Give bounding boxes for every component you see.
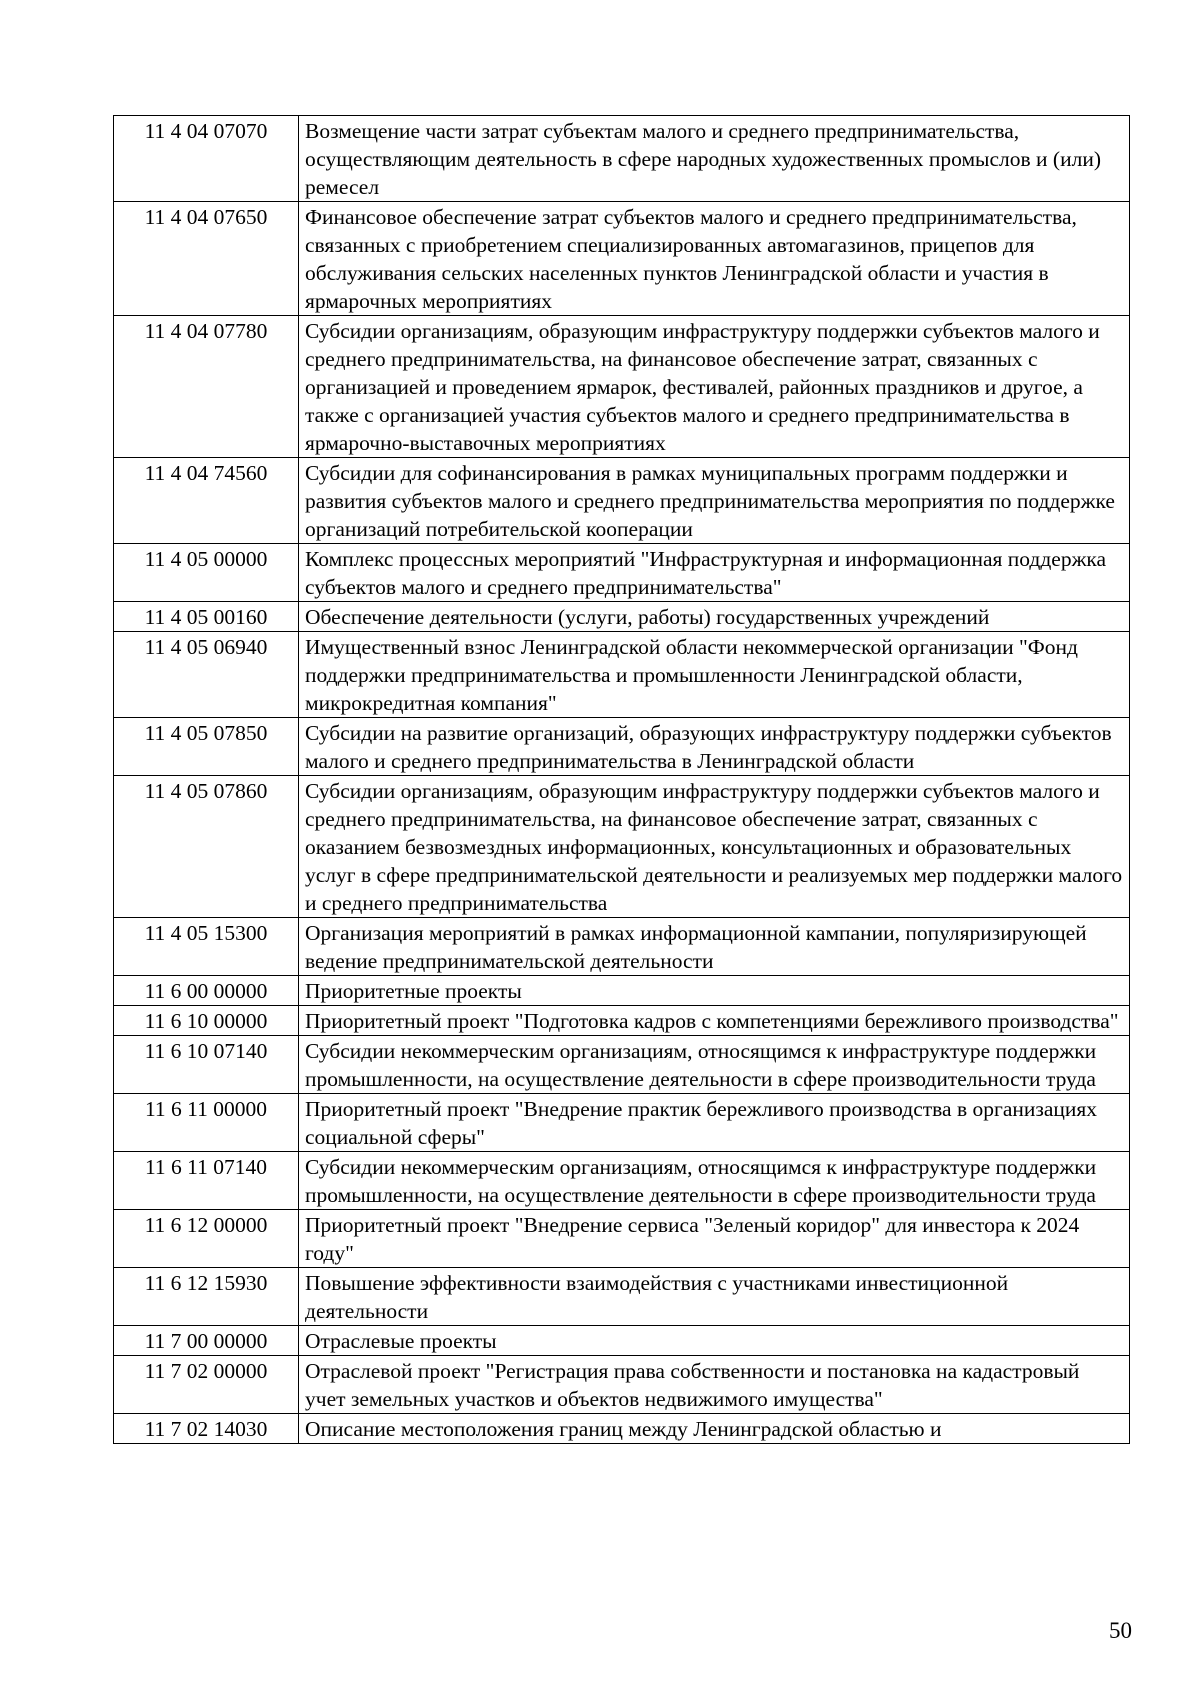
row-description: Субсидии некоммерческим организациям, относящимся к инфраструктуре поддержки промышленности, на осуществление деятельности в сфере производительности труда xyxy=(299,1036,1130,1094)
row-description: Описание местоположения границ между Ленинградской областью и xyxy=(299,1414,1130,1444)
row-code: 11 4 04 07650 xyxy=(114,202,299,316)
row-description: Субсидии организациям, образующим инфраструктуру поддержки субъектов малого и среднего предпринимательства, на финансовое обеспечение затрат, связанных с организацией и проведением ярмарок, фестивалей, районных праздников и другое, а также с организацией участия субъектов малого и среднего предпринимательства в ярмарочно-выставочных мероприятиях xyxy=(299,316,1130,458)
table-row xyxy=(114,1414,1130,1444)
row-code: 11 6 11 07140 xyxy=(114,1152,299,1210)
row-description: Финансовое обеспечение затрат субъектов малого и среднего предпринимательства, связанных с приобретением специализированных автомагазинов, прицепов для обслуживания сельских населенных пунктов Ленинградской области и участия в ярмарочных мероприятиях xyxy=(299,202,1130,316)
row-code: 11 4 04 07780 xyxy=(114,316,299,458)
table-row xyxy=(114,1094,1130,1152)
row-code: 11 4 05 00000 xyxy=(114,544,299,602)
row-description: Комплекс процессных мероприятий "Инфраструктурная и информационная поддержка субъектов малого и среднего предпринимательства" xyxy=(299,544,1130,602)
row-code: 11 7 02 00000 xyxy=(114,1356,299,1414)
table-row xyxy=(114,1152,1130,1210)
row-description: Субсидии на развитие организаций, образующих инфраструктуру поддержки субъектов малого и среднего предпринимательства в Ленинградской области xyxy=(299,718,1130,776)
table-row xyxy=(114,1006,1130,1036)
row-description: Повышение эффективности взаимодействия с участниками инвестиционной деятельности xyxy=(299,1268,1130,1326)
row-code: 11 6 00 00000 xyxy=(114,976,299,1006)
row-code: 11 4 05 06940 xyxy=(114,632,299,718)
table-row xyxy=(114,116,1130,202)
row-code: 11 6 11 00000 xyxy=(114,1094,299,1152)
row-code: 11 4 05 15300 xyxy=(114,918,299,976)
table-body xyxy=(114,116,1130,1444)
row-code: 11 6 12 15930 xyxy=(114,1268,299,1326)
row-description: Отраслевые проекты xyxy=(299,1326,1130,1356)
table-row xyxy=(114,602,1130,632)
table-row xyxy=(114,1036,1130,1094)
row-code: 11 4 04 07070 xyxy=(114,116,299,202)
table-row xyxy=(114,1326,1130,1356)
table-row xyxy=(114,976,1130,1006)
page-number: 50 xyxy=(1109,1618,1132,1643)
row-code: 11 6 10 00000 xyxy=(114,1006,299,1036)
row-description: Субсидии некоммерческим организациям, относящимся к инфраструктуре поддержки промышленности, на осуществление деятельности в сфере производительности труда xyxy=(299,1152,1130,1210)
table-row xyxy=(114,632,1130,718)
row-description: Возмещение части затрат субъектам малого и среднего предпринимательства, осуществляющим деятельность в сфере народных художественных промыслов и (или) ремесел xyxy=(299,116,1130,202)
row-code: 11 7 00 00000 xyxy=(114,1326,299,1356)
row-description: Организация мероприятий в рамках информационной кампании, популяризирующей ведение предпринимательской деятельности xyxy=(299,918,1130,976)
table-row xyxy=(114,1210,1130,1268)
budget-classification-table xyxy=(113,115,1130,1444)
table-row xyxy=(114,316,1130,458)
row-description: Субсидии для софинансирования в рамках муниципальных программ поддержки и развития субъектов малого и среднего предпринимательства мероприятия по поддержке организаций потребительской кооперации xyxy=(299,458,1130,544)
row-description: Имущественный взнос Ленинградской области некоммерческой организации "Фонд поддержки предпринимательства и промышленности Ленинградской области, микрокредитная компания" xyxy=(299,632,1130,718)
row-description: Субсидии организациям, образующим инфраструктуру поддержки субъектов малого и среднего предпринимательства, на финансовое обеспечение затрат, связанных с оказанием безвозмездных информационных, консультационных и образовательных услуг в сфере предпринимательской деятельности и реализуемых мер поддержки малого и среднего предпринимательства xyxy=(299,776,1130,918)
table-row xyxy=(114,776,1130,918)
row-description: Обеспечение деятельности (услуги, работы) государственных учреждений xyxy=(299,602,1130,632)
table-row xyxy=(114,202,1130,316)
row-code: 11 6 12 00000 xyxy=(114,1210,299,1268)
row-description: Отраслевой проект "Регистрация права собственности и постановка на кадастровый учет земельных участков и объектов недвижимого имущества" xyxy=(299,1356,1130,1414)
row-code: 11 4 04 74560 xyxy=(114,458,299,544)
row-code: 11 4 05 07860 xyxy=(114,776,299,918)
table-row xyxy=(114,458,1130,544)
table-row xyxy=(114,1356,1130,1414)
row-description: Приоритетный проект "Внедрение сервиса "Зеленый коридор" для инвестора к 2024 году" xyxy=(299,1210,1130,1268)
table-row xyxy=(114,1268,1130,1326)
table-row xyxy=(114,544,1130,602)
row-code: 11 4 05 07850 xyxy=(114,718,299,776)
table-row xyxy=(114,718,1130,776)
row-code: 11 6 10 07140 xyxy=(114,1036,299,1094)
table-row xyxy=(114,918,1130,976)
row-code: 11 7 02 14030 xyxy=(114,1414,299,1444)
row-description: Приоритетный проект "Подготовка кадров с компетенциями бережливого производства" xyxy=(299,1006,1130,1036)
row-description: Приоритетный проект "Внедрение практик бережливого производства в организациях социальной сферы" xyxy=(299,1094,1130,1152)
row-description: Приоритетные проекты xyxy=(299,976,1130,1006)
row-code: 11 4 05 00160 xyxy=(114,602,299,632)
